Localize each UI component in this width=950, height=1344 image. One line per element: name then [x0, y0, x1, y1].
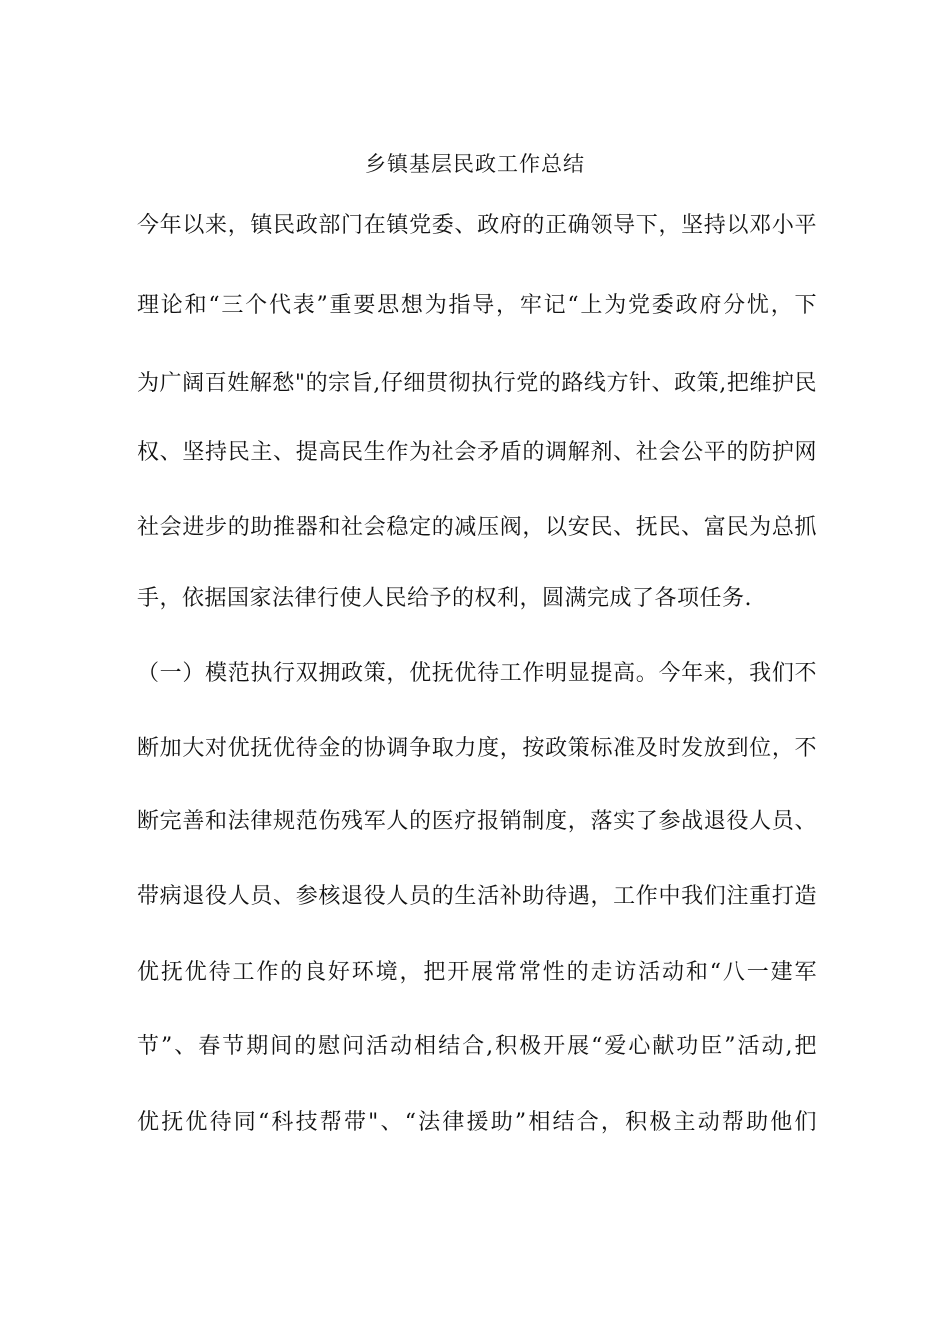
body-line-6: 手，依据国家法律行使人民给予的权利，圆满完成了各项任务. [137, 586, 752, 611]
body-line-5: 社会进步的助推器和社会稳定的减压阀，以安民、抚民、富民为总抓 [137, 515, 817, 540]
body-line-10: 带病退役人员、参核退役人员的生活补助待遇，工作中我们注重打造 [137, 884, 817, 909]
body-line-3: 为广阔百姓解愁"的宗旨,仔细贯彻执行党的路线方针、政策,把维护民 [137, 371, 817, 396]
body-line-12: 节”、春节期间的慰问活动相结合,积极开展“爱心献功臣”活动,把 [137, 1034, 817, 1059]
body-line-1: 今年以来，镇民政部门在镇党委、政府的正确领导下，坚持以邓小平 [137, 213, 817, 238]
body-line-7: （一）模范执行双拥政策，优抚优待工作明显提高。今年来，我们不 [137, 661, 817, 686]
body-line-2: 理论和“三个代表”重要思想为指导，牢记“上为党委政府分忧，下 [137, 293, 817, 318]
document-title: 乡镇基层民政工作总结 [365, 152, 585, 176]
body-line-9: 断完善和法律规范伤残军人的医疗报销制度，落实了参战退役人员、 [137, 809, 817, 834]
body-line-11: 优抚优待工作的良好环境，把开展常常性的走访活动和“八一建军 [137, 960, 817, 985]
body-line-13: 优抚优待同“科技帮带"、“法律援助”相结合，积极主动帮助他们 [137, 1110, 817, 1135]
body-line-4: 权、坚持民主、提高民生作为社会矛盾的调解剂、社会公平的防护网 [137, 440, 817, 465]
body-line-8: 断加大对优抚优待金的协调争取力度，按政策标准及时发放到位，不 [137, 736, 817, 761]
